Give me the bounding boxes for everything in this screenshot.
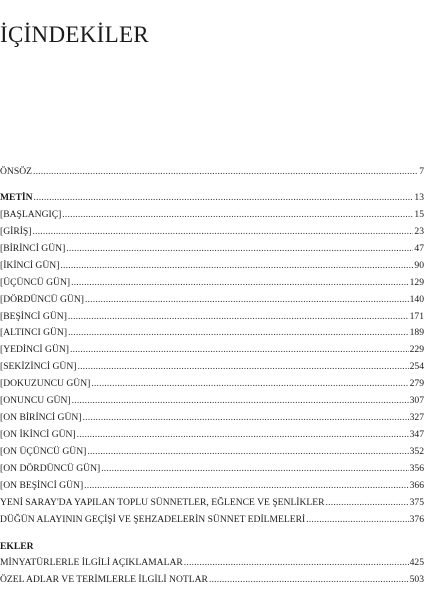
dot-leader <box>71 275 409 292</box>
section-gap <box>0 181 424 190</box>
dot-leader <box>62 207 413 224</box>
toc-page-number: 23 <box>414 225 424 237</box>
toc-row[interactable] <box>0 309 424 326</box>
dot-leader <box>33 164 418 181</box>
section-gap <box>0 529 424 538</box>
toc-row[interactable] <box>0 393 424 410</box>
page-title: İÇİNDEKİLER <box>0 22 149 47</box>
dot-leader <box>32 224 413 241</box>
toc-label: [İKİNCİ GÜN] <box>0 259 60 271</box>
toc-page-number: 171 <box>409 310 424 322</box>
toc-row[interactable] <box>0 555 424 572</box>
toc-label: [DOKUZUNCU GÜN] <box>0 378 91 390</box>
dot-leader <box>184 555 409 572</box>
toc-label: [ONUNCU GÜN] <box>0 395 71 407</box>
toc-page-number: 90 <box>414 259 424 271</box>
toc-page-number: 15 <box>414 208 424 220</box>
toc-label: [DÖRDÜNCÜ GÜN] <box>0 293 84 305</box>
section-heading-ekler: EKLER <box>0 540 34 552</box>
dot-leader <box>68 309 409 326</box>
toc-label: ÖNSÖZ <box>0 166 32 177</box>
toc-label: [ÜÇÜNCÜ GÜN] <box>0 276 71 288</box>
dot-leader <box>66 241 413 258</box>
toc-label: [ON ÜÇÜNCÜ GÜN] <box>0 446 87 457</box>
dot-leader <box>68 325 409 342</box>
toc-row[interactable] <box>0 427 424 444</box>
toc-page-number: 352 <box>409 446 424 457</box>
toc-label: [ON BEŞİNCİ GÜN] <box>0 479 84 491</box>
toc-page-number: 47 <box>414 242 424 254</box>
toc-label: [SEKİZİNCİ GÜN] <box>0 361 77 373</box>
toc-entries-list <box>0 207 424 529</box>
toc-page-number: 189 <box>409 327 424 339</box>
toc-page-number: 140 <box>409 293 424 305</box>
dot-leader <box>91 376 408 393</box>
toc-row[interactable] <box>0 275 424 292</box>
dot-leader <box>87 444 408 461</box>
toc-label: [BAŞLANGIÇ] <box>0 208 62 220</box>
toc-label: [ALTINCI GÜN] <box>0 327 68 339</box>
dot-leader <box>326 495 409 512</box>
toc-row[interactable] <box>0 207 424 224</box>
toc-row-metin[interactable] <box>0 190 424 207</box>
toc-row[interactable] <box>0 444 424 461</box>
toc-page-number: 13 <box>414 191 424 203</box>
dot-leader <box>83 410 409 427</box>
toc-row[interactable] <box>0 258 424 275</box>
toc-page-number: 307 <box>409 395 424 407</box>
toc-page-number: 254 <box>409 361 424 373</box>
toc-page-number: 347 <box>409 429 424 441</box>
toc-row[interactable] <box>0 325 424 342</box>
toc-row[interactable] <box>0 512 424 529</box>
toc-label: [ON İKİNCİ GÜN] <box>0 429 76 441</box>
toc-row[interactable] <box>0 342 424 359</box>
toc-page-number: 366 <box>409 479 424 491</box>
toc-row[interactable] <box>0 241 424 258</box>
dot-leader <box>85 292 409 309</box>
toc-label: ÖZEL ADLAR VE TERİMLERLE İLGİLİ NOTLAR <box>0 573 208 585</box>
dot-leader <box>60 258 413 275</box>
dot-leader <box>209 572 409 589</box>
toc-page-number: 229 <box>409 344 424 356</box>
toc-page-number: 279 <box>409 378 424 390</box>
dot-leader <box>306 512 408 529</box>
toc-row[interactable] <box>0 572 424 589</box>
toc-page-number: 356 <box>409 462 424 474</box>
toc-label: [YEDİNCİ GÜN] <box>0 344 70 356</box>
toc-label: [BİRİNCİ GÜN] <box>0 242 66 254</box>
toc-label: [BEŞİNCİ GÜN] <box>0 310 67 322</box>
toc-row[interactable] <box>0 224 424 241</box>
dot-leader <box>70 342 409 359</box>
toc-label: METİN <box>0 191 33 203</box>
toc-appendix-list <box>0 555 424 589</box>
toc-page-number: 327 <box>409 412 424 424</box>
toc-label: [ON BİRİNCİ GÜN] <box>0 412 82 424</box>
toc-row[interactable] <box>0 495 424 512</box>
toc-label: [ON DÖRDÜNCÜ GÜN] <box>0 462 101 474</box>
toc-page-number: 129 <box>409 276 424 288</box>
toc-page-number: 425 <box>409 556 424 568</box>
toc-row-preface[interactable] <box>0 164 424 181</box>
toc-row[interactable] <box>0 478 424 495</box>
dot-leader <box>77 427 409 444</box>
toc-page-number: 7 <box>419 166 424 177</box>
dot-leader <box>84 478 408 495</box>
dot-leader <box>72 393 409 410</box>
toc-label: [GİRİŞ] <box>0 225 32 237</box>
toc-row[interactable] <box>0 376 424 393</box>
toc-row[interactable] <box>0 461 424 478</box>
dot-leader <box>34 190 414 207</box>
toc-row[interactable] <box>0 292 424 309</box>
toc-page-number: 503 <box>409 573 424 585</box>
toc-row[interactable] <box>0 410 424 427</box>
toc-label: MİNYATÜRLERLE İLGİLİ AÇIKLAMALAR <box>0 556 183 568</box>
toc-label: DÜĞÜN ALAYININ GEÇİŞİ VE ŞEHZADELERİN SÜNNET EDİLMELERİ <box>0 513 306 525</box>
toc-label: YENİ SARAY'DA YAPILAN TOPLU SÜNNETLER, EĞLENCE VE ŞENLİKLER <box>0 496 325 508</box>
dot-leader <box>101 461 408 478</box>
toc-page-number: 376 <box>409 513 424 525</box>
toc-row[interactable] <box>0 359 424 376</box>
toc-page-number: 375 <box>409 496 424 508</box>
table-of-contents <box>0 164 424 589</box>
dot-leader <box>77 359 408 376</box>
